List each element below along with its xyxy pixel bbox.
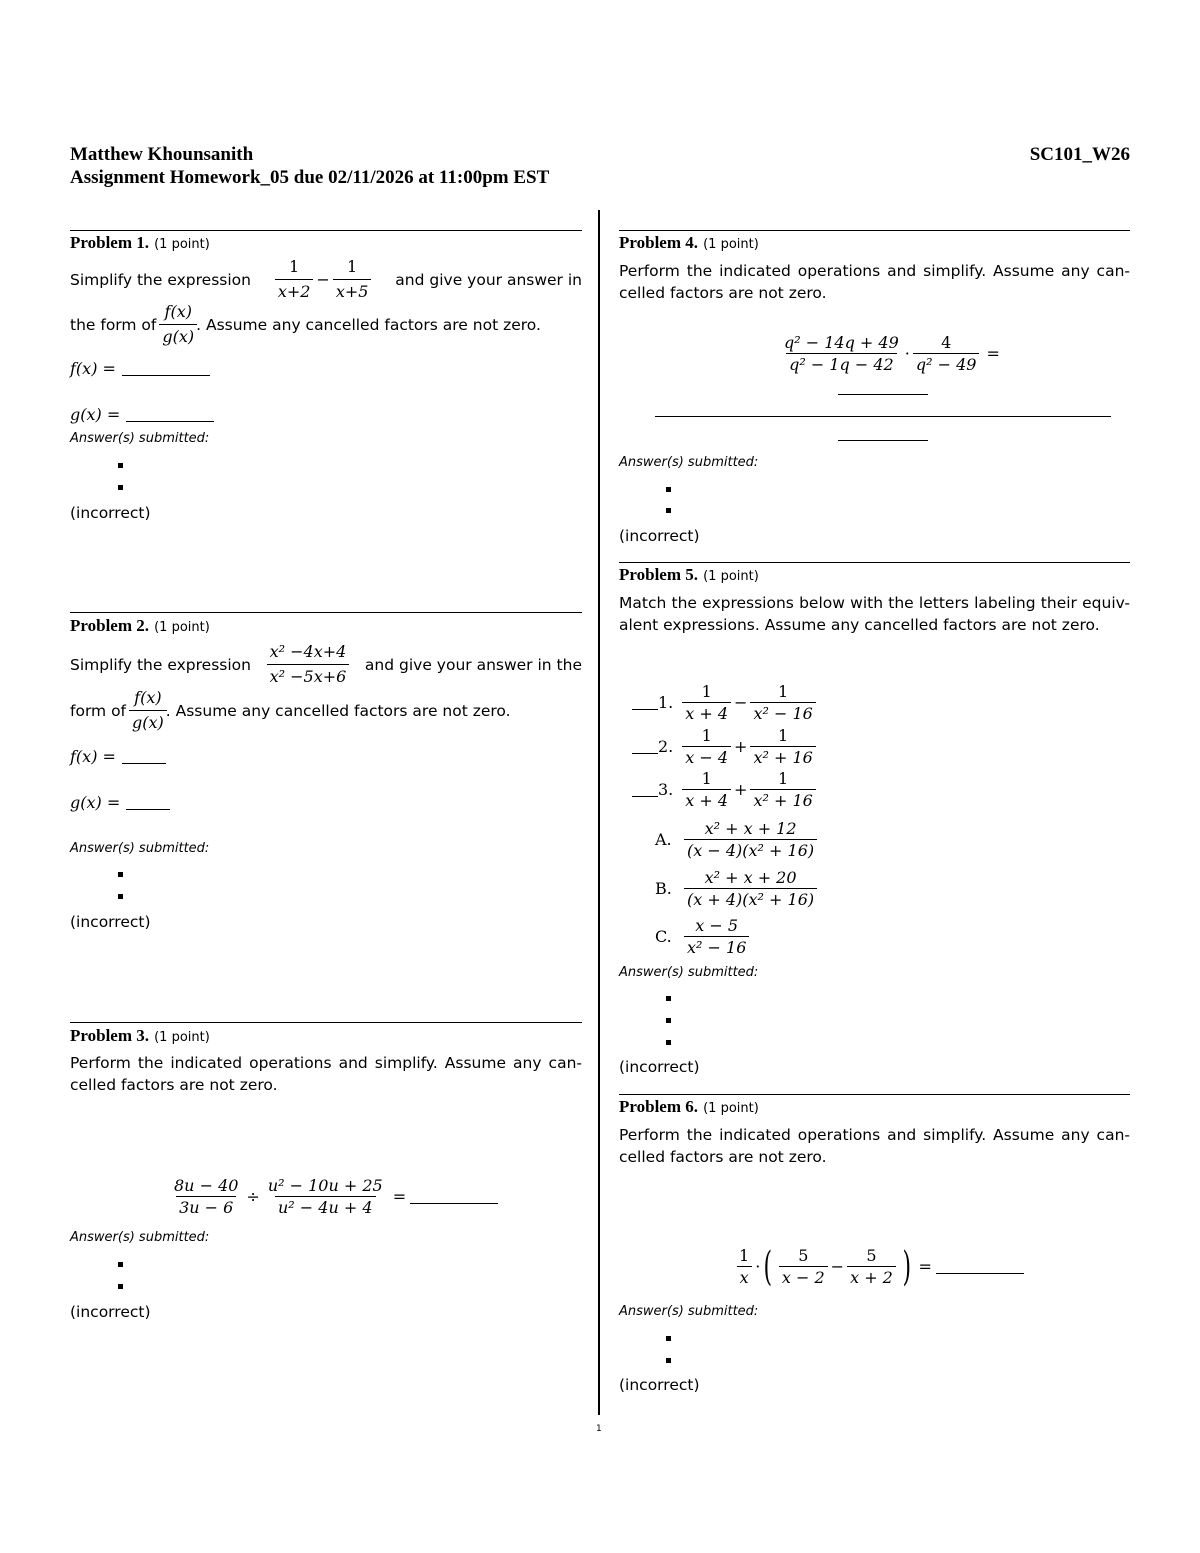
problem-1-text-pre: Simplify the expression bbox=[70, 270, 251, 289]
column-divider bbox=[598, 210, 600, 1415]
problem-4-heading bbox=[619, 233, 759, 253]
problem-6-text-line2: celled factors are not zero. bbox=[619, 1148, 827, 1166]
problem-4-text-line1: Perform the indicated operations and simplify. Assume any can- bbox=[619, 262, 1130, 280]
problem-6-heading bbox=[619, 1097, 759, 1117]
problem-5-item: 3. $\frac{1}{x + 4}$ + $\frac{1}{\text{x² + 16}}$ bbox=[632, 769, 819, 810]
problem-1-g-field[interactable] bbox=[126, 408, 214, 422]
problem-5-item-1-field[interactable] bbox=[632, 696, 658, 710]
problem-5-item: 2. $\frac{1}{x - 4}$ + $\frac{1}{\text{x² + 16}}$ bbox=[632, 726, 819, 767]
problem-3-status: (incorrect) bbox=[70, 1303, 151, 1321]
problem-5-answers-label: Answer(s) submitted: bbox=[619, 965, 759, 980]
problem-2-f-field[interactable] bbox=[122, 750, 166, 764]
problem-1-heading bbox=[70, 233, 210, 253]
problem-2-points: (1 point) bbox=[154, 620, 210, 635]
assignment-title: Assignment Homework_05 due 02/11/2026 at 11:00pm EST bbox=[70, 167, 550, 188]
problem-3-bullet bbox=[118, 1284, 123, 1289]
problem-2-heading bbox=[70, 616, 210, 636]
problem-2-rule bbox=[70, 612, 582, 613]
problem-5-text-line1: Match the expressions below with the letters labeling their equiv- bbox=[619, 594, 1130, 612]
problem-2-g-answer: g(x) = bbox=[70, 793, 170, 812]
problem-1-f-field[interactable] bbox=[122, 362, 210, 376]
problem-4-text-line2: celled factors are not zero. bbox=[619, 284, 827, 302]
student-name: Matthew Khounsanith bbox=[70, 144, 254, 165]
problem-6-expression: $\frac{1}{x}$ · ( $\frac{5}{x - 2}$ − $\frac{5}{x + 2}$ ) = bbox=[733, 1246, 1024, 1287]
problem-1-f-answer: f(x) = bbox=[70, 359, 210, 378]
problem-6-title: Problem 6. bbox=[619, 1097, 699, 1116]
page-number: 1 bbox=[596, 1424, 602, 1434]
problem-1-g-answer: g(x) = bbox=[70, 405, 214, 424]
problem-2-bullet bbox=[118, 894, 123, 899]
problem-5-bullet bbox=[666, 1040, 671, 1045]
problem-4-answer-field-bottom[interactable] bbox=[838, 440, 928, 441]
problem-6-answers-label: Answer(s) submitted: bbox=[619, 1304, 759, 1319]
problem-2-title: Problem 2. bbox=[70, 616, 150, 635]
problem-2-expression: $\frac{\text{x² −4x+4}}{\text{x² −5x+6}}$ bbox=[267, 641, 350, 688]
problem-1-title: Problem 1. bbox=[70, 233, 150, 252]
problem-3-title: Problem 3. bbox=[70, 1026, 150, 1045]
problem-2-bullet bbox=[118, 872, 123, 877]
problem-4-fraction-bar bbox=[655, 416, 1111, 417]
problem-6-bullet bbox=[666, 1358, 671, 1363]
problem-3-text-line1: Perform the indicated operations and simplify. Assume any can- bbox=[70, 1054, 582, 1072]
problem-1-status: (incorrect) bbox=[70, 504, 151, 522]
problem-5-status: (incorrect) bbox=[619, 1058, 700, 1076]
problem-2-answers-label: Answer(s) submitted: bbox=[70, 841, 210, 856]
problem-6-points: (1 point) bbox=[703, 1101, 759, 1116]
problem-3-expression: $\frac{8u - 40}{3u - 6}$ ÷ $\frac{\text{u² − 10u + 25}}{\text{u² − 4u + 4}}$ = bbox=[168, 1176, 498, 1217]
problem-6-rule bbox=[619, 1094, 1130, 1095]
problem-1-bullet bbox=[118, 485, 123, 490]
problem-5-points: (1 point) bbox=[703, 569, 759, 584]
problem-3-rule bbox=[70, 1022, 582, 1023]
problem-5-heading bbox=[619, 565, 759, 585]
problem-4-expression: $\frac{\text{q² − 14q + 49}}{\text{q² − 1q − 42}}$ · $\frac{4}{\text{q² − 49}}$ = bbox=[784, 333, 1000, 374]
problem-4-points: (1 point) bbox=[703, 237, 759, 252]
problem-5-option: C. $\frac{x - 5}{\text{x² − 16}}$ bbox=[655, 916, 752, 957]
problem-3-points: (1 point) bbox=[154, 1030, 210, 1045]
problem-2-line1: Simplify the expression $\frac{\text{x² −4x+4}}{\text{x² −5x+6}}$ and give your answer in the bbox=[70, 642, 582, 686]
problem-5-item: 1. $\frac{1}{x + 4}$ − $\frac{1}{\text{x² − 16}}$ bbox=[632, 682, 819, 723]
problem-5-item-2-field[interactable] bbox=[632, 740, 658, 754]
course-code: SC101_W26 bbox=[1029, 144, 1130, 165]
problem-1-answers-label: Answer(s) submitted: bbox=[70, 431, 210, 446]
problem-3-text-line2: celled factors are not zero. bbox=[70, 1076, 278, 1094]
problem-4-bullet bbox=[666, 508, 671, 513]
problem-5-option: A. $\frac{\text{x² + x + 12}}{\text{(x − 4)(x² + 16)}}$ bbox=[655, 819, 820, 860]
problem-4-answers-label: Answer(s) submitted: bbox=[619, 455, 759, 470]
problem-1-line1 bbox=[70, 256, 582, 303]
problem-4-status: (incorrect) bbox=[619, 527, 700, 545]
problem-6-text-line1: Perform the indicated operations and simplify. Assume any can- bbox=[619, 1126, 1130, 1144]
problem-6-status: (incorrect) bbox=[619, 1376, 700, 1394]
problem-5-bullet bbox=[666, 1018, 671, 1023]
problem-5-item-3-field[interactable] bbox=[632, 783, 658, 797]
problem-1-line2: the form of $\frac{f(x)}{g(x)}$ . Assume any cancelled factors are not zero. bbox=[70, 302, 541, 346]
problem-1-bullet bbox=[118, 463, 123, 468]
problem-4-bullet bbox=[666, 487, 671, 492]
problem-6-bullet bbox=[666, 1336, 671, 1341]
problem-3-bullet bbox=[118, 1262, 123, 1267]
problem-4-title: Problem 4. bbox=[619, 233, 699, 252]
problem-1-text-post: and give your answer in bbox=[395, 270, 582, 289]
problem-2-g-field[interactable] bbox=[126, 796, 170, 810]
problem-2-status: (incorrect) bbox=[70, 913, 151, 931]
problem-5-bullet bbox=[666, 996, 671, 1001]
problem-3-answers-label: Answer(s) submitted: bbox=[70, 1230, 210, 1245]
problem-5-option: B. $\frac{\text{x² + x + 20}}{\text{(x + 4)(x² + 16)}}$ bbox=[655, 868, 820, 909]
problem-3-answer-field[interactable] bbox=[410, 1190, 498, 1204]
problem-4-rule bbox=[619, 230, 1130, 231]
problem-3-heading bbox=[70, 1026, 210, 1046]
problem-1-rule bbox=[70, 230, 582, 231]
problem-5-text-line2: alent expressions. Assume any cancelled factors are not zero. bbox=[619, 616, 1100, 634]
problem-1-expression: $\frac{1}{x+2}$ − $\frac{1}{x+5}$ bbox=[272, 256, 375, 303]
problem-6-answer-field[interactable] bbox=[936, 1260, 1024, 1274]
problem-2-f-answer: f(x) = bbox=[70, 747, 166, 766]
problem-4-answer-field-top[interactable] bbox=[838, 394, 928, 395]
problem-1-points: (1 point) bbox=[154, 237, 210, 252]
problem-5-title: Problem 5. bbox=[619, 565, 699, 584]
problem-2-line2: form of $\frac{f(x)}{g(x)}$ . Assume any cancelled factors are not zero. bbox=[70, 688, 511, 732]
problem-5-rule bbox=[619, 562, 1130, 563]
